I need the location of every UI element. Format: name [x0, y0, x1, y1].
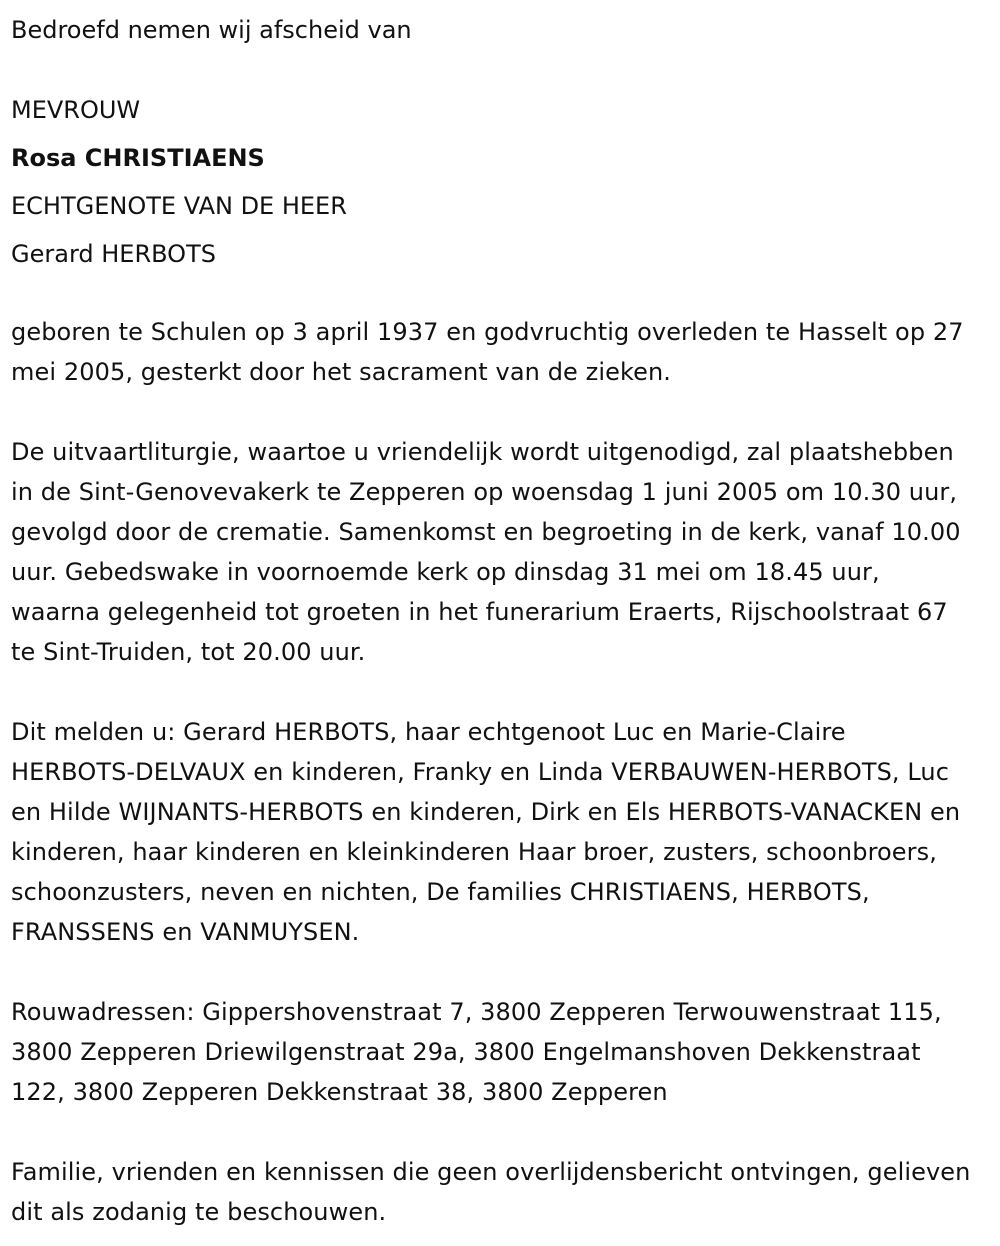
- announcers-paragraph: Dit melden u: Gerard HERBOTS, haar echtgenoot Luc en Marie-Claire HERBOTS-DELVAUX en kinderen, Franky en Linda VERBAUWEN-HERBOTS, Luc en Hilde WIJNANTS-HERBOTS en kinderen, Dirk en Els HERBOTS-VANACKEN en kinderen, haar kinderen en kleinkinderen Haar broer, zusters, schoonbroers, schoonzusters, neven en nichten, De families CHRISTIAENS, HERBOTS, FRANSSENS en VANMUYSEN.: [11, 718, 961, 946]
- intro-text: Bedroefd nemen wij afscheid van: [11, 16, 412, 44]
- closing-paragraph: Familie, vrienden en kennissen die geen overlijdensbericht ontvingen, gelieven dit als zodanig te beschouwen.: [11, 1158, 971, 1226]
- relation-text: ECHTGENOTE VAN DE HEER: [11, 192, 347, 220]
- deceased-name: Rosa CHRISTIAENS: [11, 144, 265, 172]
- birth-death-paragraph: geboren te Schulen op 3 april 1937 en godvruchtig overleden te Hasselt op 27 mei 2005, gesterkt door het sacrament van de zieken.: [11, 318, 964, 386]
- spouse-name: Gerard HERBOTS: [11, 240, 216, 268]
- addresses-paragraph: Rouwadressen: Gippershovenstraat 7, 3800 Zepperen Terwouwenstraat 115, 3800 Zepperen Driewilgenstraat 29a, 3800 Engelmanshoven Dekkenstraat 122, 3800 Zepperen Dekkenstraat 38, 3800 Zepperen: [11, 998, 942, 1106]
- title-text: MEVROUW: [11, 96, 141, 124]
- funeral-paragraph: De uitvaartliturgie, waartoe u vriendelijk wordt uitgenodigd, zal plaatshebben in de Sint-Genovevakerk te Zepperen op woensdag 1 juni 2005 om 10.30 uur, gevolgd door de crematie. Samenkomst en begroeting in de kerk, vanaf 10.00 uur. Gebedswake in voornoemde kerk op dinsdag 31 mei om 18.45 uur, waarna gelegenheid tot groeten in het funerarium Eraerts, Rijschoolstraat 67 te Sint-Truiden, tot 20.00 uur.: [11, 438, 961, 666]
